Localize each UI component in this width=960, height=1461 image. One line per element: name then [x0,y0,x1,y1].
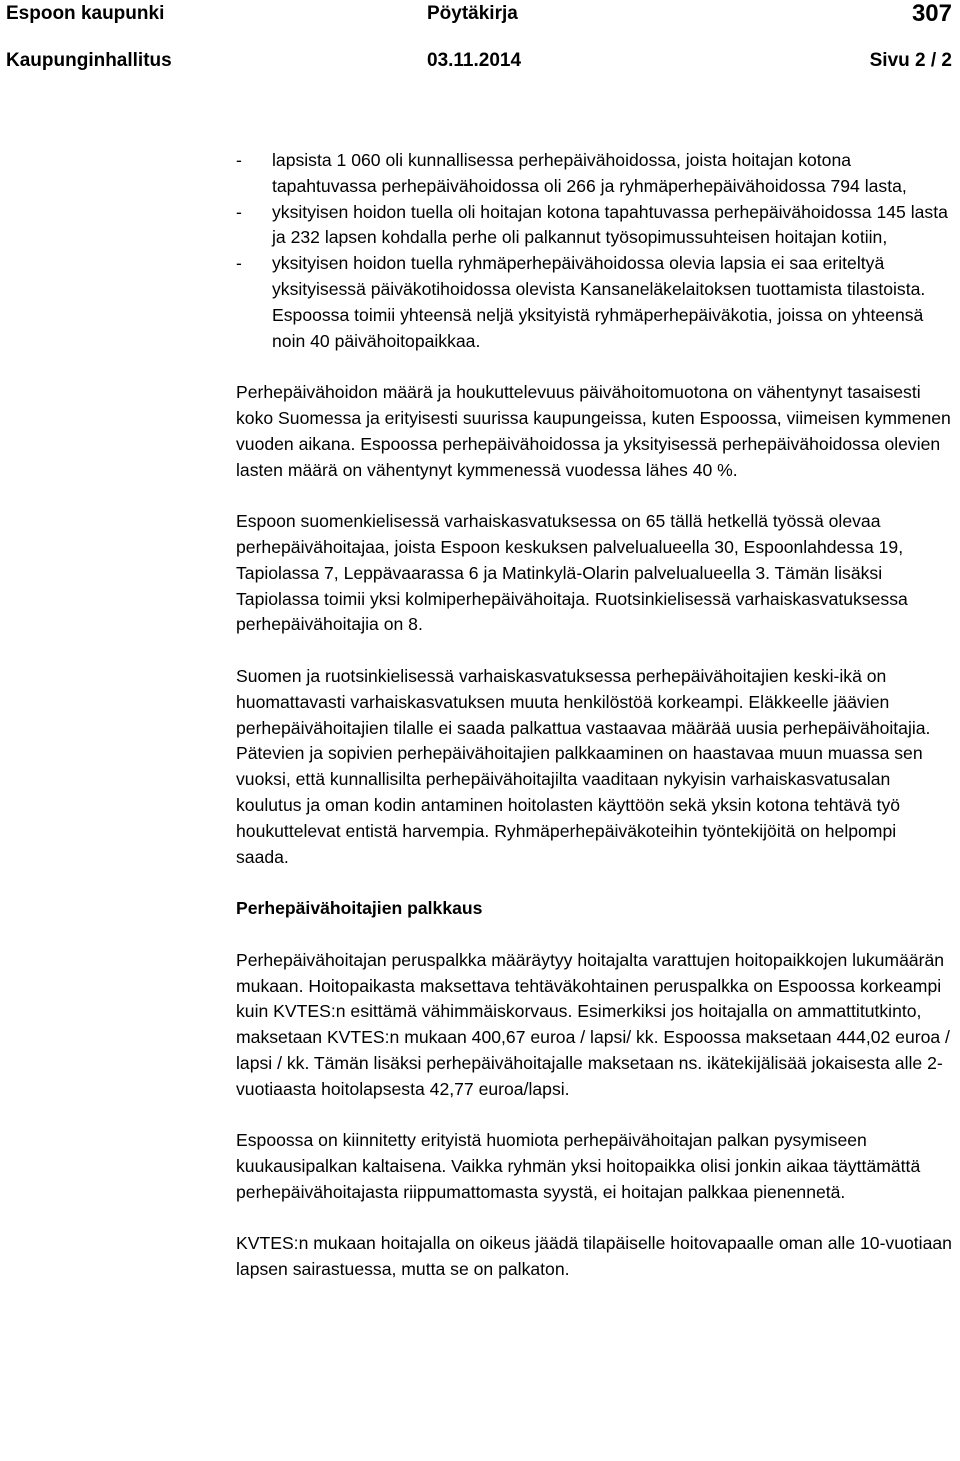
statistics-list [236,148,952,354]
paragraph-trend: Perhepäivähoidon määrä ja houkuttelevuus päivähoitomuotona on vähentynyt tasaisesti koko Suomessa ja erityisesti suurissa kaupungeissa, kuten Espoossa, viimeisen kymmenen vuoden aikana. Espoossa perhepäivähoidossa ja yksityisessä perhepäivähoidossa olevien lasten määrä on vähentynyt kymmenessä vuodessa lähes 40 %. [236,382,951,480]
document-body [236,148,952,1309]
paragraph-leave: KVTES:n mukaan hoitajalla on oikeus jäädä tilapäiselle hoitovapaalle oman alle 10-vuotiaan lapsen sairastuessa, mutta se on palkaton. [236,1233,952,1280]
list-item-text: yksityisen hoidon tuella ryhmäperhepäivähoidossa olevia lapsia ei saa eriteltyä yksityisessä päiväkotihoidossa olevista Kansaneläkelaitoksen tuottamista tilastoista. Espoossa toimii yhteensä neljä yksityistä ryhmäperhepäiväkotia, joissa on yhteensä noin 40 päivähoitopaikkaa. [272,253,926,351]
list-item-text: lapsista 1 060 oli kunnallisessa perhepäivähoidossa, joista hoitajan kotona tapahtuvassa perhepäivähoidossa oli 266 ja ryhmäperhepäivähoidossa 794 lasta, [272,150,907,196]
paragraph-staff-count: Espoon suomenkielisessä varhaiskasvatuksessa on 65 tällä hetkellä työssä olevaa perhepäivähoitajaa, joista Espoon keskuksen palvelualueella 30, Espoonlahdessa 19, Tapiolassa 7, Leppävaarassa 6 ja Matinkylä-Olarin palvelualueella 3. Tämän lisäksi Tapiolassa toimii yksi kolmiperhepäivähoitaja. Ruotsinkielisessä varhaiskasvatuksessa perhepäivähoitajia on 8. [236,511,908,635]
list-item [236,148,952,200]
issuing-body: Kaupunginhallitus [6,50,172,71]
paragraph-staff-age: Suomen ja ruotsinkielisessä varhaiskasvatuksessa perhepäivähoitajien keski-ikä on huomattavasti varhaiskasvatuksen muuta henkilöstöä korkeampi. Eläkkeelle jäävien perhepäivähoitajien tilalle ei saada palkattua vastaavaa määrää uusia perhepäivähoitajia. Pätevien ja sopivien perhepäivähoitajien palkkaaminen on haastavaa muun muassa sen vuoksi, että kunnallisilta perhepäivähoitajilta vaaditaan nykyisin varhaiskasvatusalan koulutus ja oman kodin antaminen hoitolasten käyttöön sekä yksin kotona tehtävä työ houkuttelevat entistä harvempia. Ryhmäperhepäiväkoteihin työntekijöitä on helpompi saada. [236,665,931,867]
list-item-text: yksityisen hoidon tuella oli hoitajan kotona tapahtuvassa perhepäivähoidossa 145 lasta ja 232 lapsen kohdalla perhe oli palkannut työsopimussuhteisen hoitajan kotiin, [272,201,948,248]
meeting-date: 03.11.2014 [427,50,522,71]
document-number: 307 [911,0,952,27]
header-row-bottom [6,47,952,75]
page-indicator: Sivu 2 / 2 [869,50,952,71]
paragraph-salary-stability: Espoossa on kiinnitetty erityistä huomiota perhepäivähoitajan palkan pysymiseen kuukausipalkan kaltaisena. Vaikka ryhmän yksi hoitopaikka olisi jonkin aikaa täyttämättä perhepäivähoitajasta riippumattomasta syystä, ei hoitajan palkkaa pienennetä. [236,1130,921,1202]
paragraph-base-salary: Perhepäivähoitajan peruspalkka määräytyy hoitajalta varattujen hoitopaikkojen lukumäärän mukaan. Hoitopaikasta maksettava tehtäväkohtainen peruspalkka on Espoossa korkeampi kuin KVTES:n esittämä vähimmäiskorvaus. Esimerkiksi jos hoitajalla on ammattitutkinto, maksetaan KVTES:n mukaan 400,67 euroa / lapsi/ kk. Espoossa maksetaan 444,02 euroa / lapsi / kk. Tämän lisäksi perhepäivähoitajalle maksetaan ns. ikätekijälisää jokaisesta alle 2-vuotiaasta hoitolapsesta 42,77 euroa/lapsi. [236,949,950,1099]
list-dash: - [236,201,242,222]
list-dash: - [236,150,242,170]
list-item [236,251,952,354]
section-heading: Perhepäivähoitajien palkkaus [236,898,483,919]
header-row-top [6,0,952,28]
organization-name: Espoon kaupunki [6,3,165,24]
document-type: Pöytäkirja [427,3,518,24]
list-dash: - [236,253,242,274]
list-item [236,200,952,252]
